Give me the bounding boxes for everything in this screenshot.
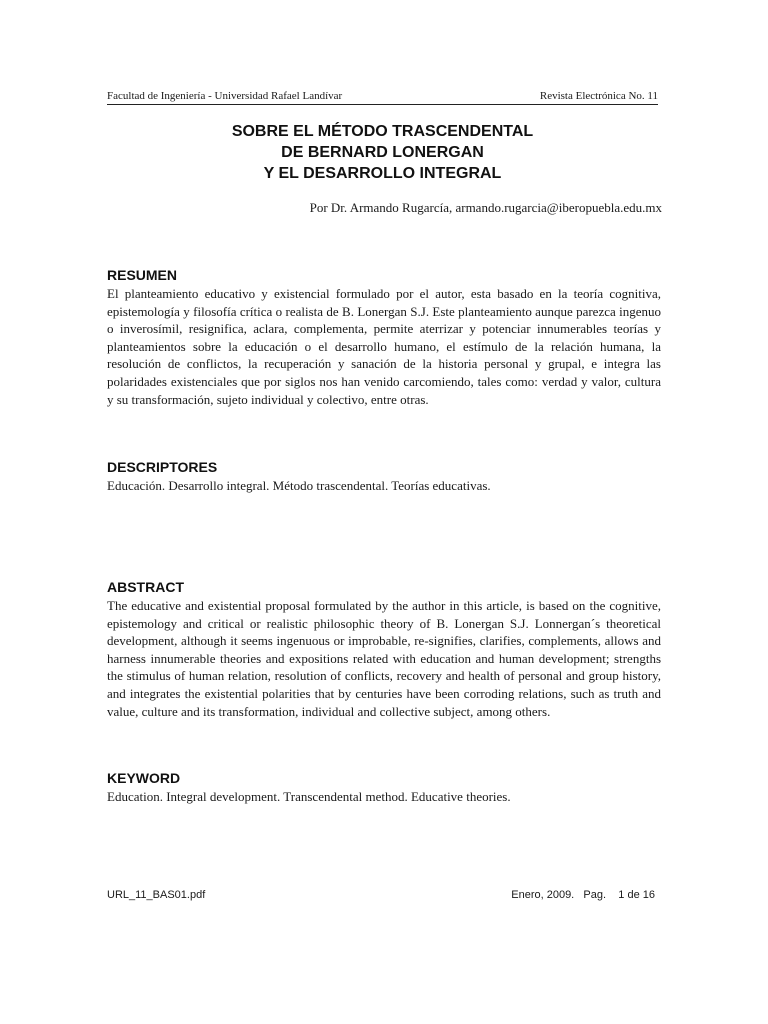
article-title <box>107 121 658 184</box>
running-header <box>107 89 658 105</box>
keyword-heading: KEYWORD <box>107 770 181 786</box>
author-line: Por Dr. Armando Rugarcía, armando.rugarcia@iberopuebla.edu.mx <box>309 200 662 215</box>
footer-page-number: 1 de 16 <box>618 889 655 901</box>
descriptores-heading: DESCRIPTORES <box>107 459 218 475</box>
keyword-body: Education. Integral development. Transcendental method. Educative theories. <box>107 789 511 804</box>
title-line-2: DE BERNARD LONERGAN <box>281 144 484 161</box>
section-resumen <box>107 267 661 408</box>
section-keyword <box>107 770 661 806</box>
section-descriptores <box>107 459 661 495</box>
footer-date: Enero, 2009. <box>511 889 575 901</box>
footer-pag-label: Pag. <box>583 889 607 901</box>
footer-pagination <box>511 888 655 902</box>
abstract-heading: ABSTRACT <box>107 579 184 595</box>
page-footer <box>107 888 655 902</box>
title-line-1: SOBRE EL MÉTODO TRASCENDENTAL <box>231 123 534 140</box>
resumen-heading: RESUMEN <box>107 267 178 283</box>
header-institution: Facultad de Ingeniería - Universidad Rafael Landívar <box>107 90 343 102</box>
descriptores-body: Educación. Desarrollo integral. Método trascendental. Teorías educativas. <box>107 478 491 493</box>
resumen-body: El planteamiento educativo y existencial formulado por el autor, esta basado en la teoría cognitiva, epistemología y filosofía crítica o realista de B. Lonergan S.J. Este planteamiento aunque parezca ingenuo o inverosímil, resignifica, aclara, complementa, permite aterrizar y potenciar innumerables teorías y planteamientos sobre la educación o el desarrollo humano, el estímulo de la relación humana, la resolución de conflictos, la recuperación y sanación de la historia personal y grupal, e integra las polaridades existenciales que por siglos nos han venido carcomiendo, tales como: verdad y valor, cultura y su transformación, sujeto individual y colectivo, entre otras. <box>107 286 661 407</box>
header-journal: Revista Electrónica No. 11 <box>539 90 658 102</box>
abstract-body: The educative and existential proposal formulated by the author in this article, is based on the cognitive, epistemology and critical or realistic philosophic theory of B. Lonergan S.J. Lonnergan´s theoretical development, although it seems ingenuous or improbable, re-signifies, clarifies, complements, allows and harness innumerable theories and expositions related with education and human development; strengths the stimulus of human relation, resolution of conflicts, recovery and health of personal and group history, and integrates the existential polarities that by centuries have been corroding relations, such as truth and value, culture and its transformation, individual and collective subject, among others. <box>107 598 661 719</box>
section-abstract <box>107 579 661 720</box>
footer-filename: URL_11_BAS01.pdf <box>107 889 206 901</box>
title-line-3: Y EL DESARROLLO INTEGRAL <box>263 165 502 182</box>
